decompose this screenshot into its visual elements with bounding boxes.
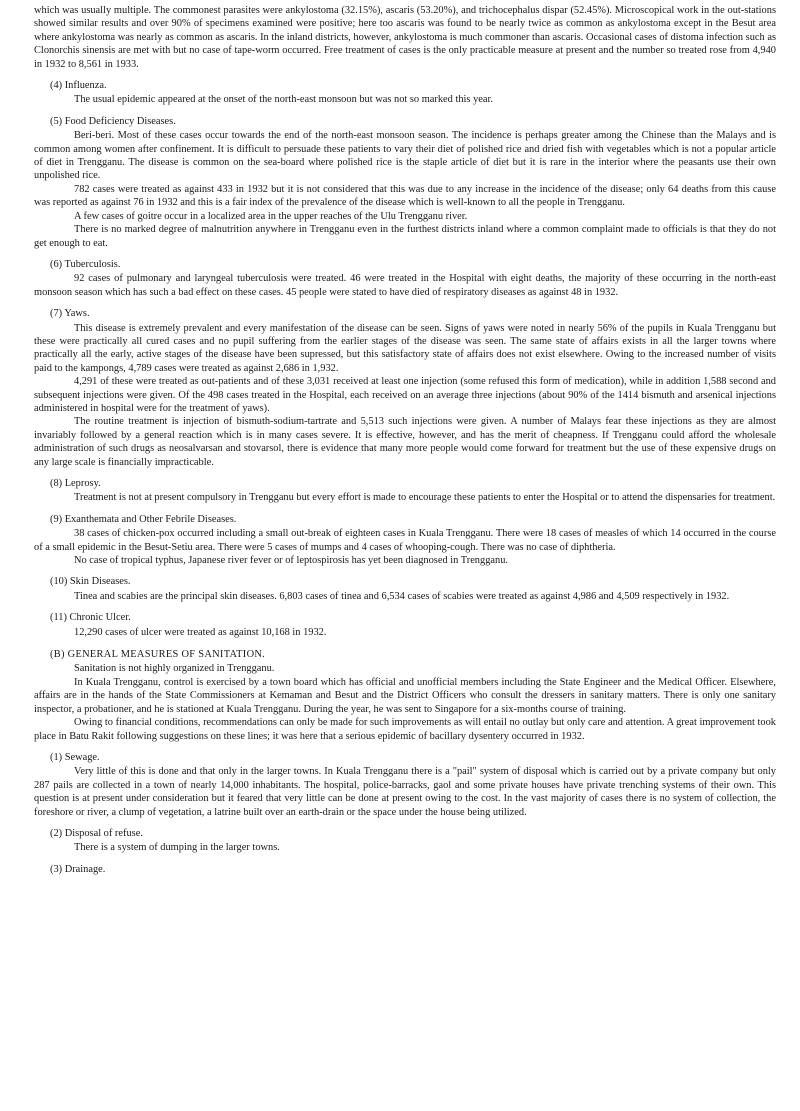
paragraph: This disease is extremely prevalent and every manifestation of the disease can be seen. Signs of yaws were noted in nearly 56% of the pupils in Kuala Trengganu but these were practically all cured cases and no pupil suffering from the earlier stages of the disease was seen. The same state of affairs exists in all the larger towns where practically all the early, active stages of the disease have been supressed, but this satisfactory state of affairs does not exist elsewhere. Owing to the increased number of visits paid to the kampongs, 4,789 cases were treated as against 2,686 in 1,932. [34, 322, 776, 374]
paragraph: Tinea and scabies are the principal skin diseases. 6,803 cases of tinea and 6,534 cases of scabies were treated as against 4,986 and 4,509 respectively in 1932. [74, 590, 730, 602]
paragraph: 38 cases of chicken-pox occurred including a small out-break of eighteen cases in Kuala Trengganu. There were 18 cases of measles of which 14 occurred in the course of a small epidemic in the Besut-Setiu area. There were 5 cases of mumps and 4 cases of whooping-cough. There was no case of diphtheria. [34, 528, 776, 553]
paragraph: There is no marked degree of malnutrition anywhere in Trengganu even in the furthest districts inland where a common complaint made to officials is that they do not get enough to eat. [34, 224, 776, 249]
paragraph: 12,290 cases of ulcer were treated as against 10,168 in 1932. [74, 626, 327, 638]
paragraph: 782 cases were treated as against 433 in 1932 but it is not considered that this was due to any increase in the incidence of the disease; only 64 deaths from this cause was reported as against 76 in 1932 and this is a fair index of the prevalence of the disease which is well-known to all the people in Trengganu. [34, 183, 776, 209]
section-heading-chronic-ulcer: (11) Chronic Ulcer. [50, 612, 131, 624]
section-heading-leprosy: (8) Leprosy. [50, 478, 101, 489]
paragraph: Owing to financial conditions, recommendations can only be made for such improvements as will entail no outlay but only care and attention. A great improvement took place in Batu Rakit following suggestions on these lines; it was here that a serious epidemic of bacillary dysentery occurred in 1932. [34, 717, 776, 742]
section-heading-food-deficiency: (5) Food Deficiency Diseases. [50, 115, 176, 127]
paragraph: 92 cases of pulmonary and laryngeal tuberculosis were treated. 46 were treated in the Hospital with eight deaths, the majority of these occurring in the north-east monsoon season which has such a bad effect on these cases. 45 people were stated to have died of respiratory diseases as against 48 in 1932. [34, 273, 776, 298]
section-heading-skin-diseases: (10) Skin Diseases. [50, 576, 131, 588]
section-heading-drainage: (3) Drainage. [50, 863, 106, 875]
paragraph: The routine treatment is injection of bismuth-sodium-tartrate and 5,513 such injections were given. A number of Malays fear these injections as they are almost invariably followed by a general reaction which is in many cases severe. It is effective, however, and has the merit of cheapness. If Trengganu could afford the wholesale administration of such drugs as neosalvarsan and stovarsol, there is evidence that many more people would come forward for treatment but the use of these expensive drugs on any large scale is financially impracticable. [34, 416, 776, 468]
paragraph: Beri-beri. Most of these cases occur towards the end of the north-east monsoon season. The incidence is perhaps greater among the Chinese than the Malays and is common among women after confinement. It is difficult to persuade these patients to vary their diet of polished rice and dried fish with vegetables which is not a popular article of diet in Trengganu. The disease is common on the sea-board where polished rice is the staple article of diet but it is rare in the interior where the peasants use their own unpolished rice. [34, 130, 776, 182]
paragraph: No case of tropical typhus, Japanese river fever or of leptospirosis has yet been diagnosed in Trengganu. [74, 555, 508, 567]
section-heading-exanthemata: (9) Exanthemata and Other Febrile Diseases. [50, 513, 237, 525]
section-heading-sewage: (1) Sewage. [50, 751, 100, 763]
section-heading-yaws: (7) Yaws. [50, 308, 90, 320]
section-heading-refuse: (2) Disposal of refuse. [50, 827, 143, 839]
section-heading-tuberculosis: (6) Tuberculosis. [50, 258, 121, 270]
paragraph: Sanitation is not highly organized in Trengganu. [74, 663, 275, 675]
paragraph: Very little of this is done and that only in the larger towns. In Kuala Trengganu there is a "pail" system of disposal which is carried out by a private company but only 287 pails are collected in a town of nearly 14,000 inhabitants. The hospital, police-barracks, gaol and some private houses have private trenching systems of their own. This question is at present under consideration but it feared that very little can be done at present owing to the cost. In the vast majority of cases there is no system of collection, the foreshore or river, a clump of vegetation, a latrine built over an earth-drain or the space under the house being utilized. [34, 766, 776, 818]
section-heading-influenza: (4) Influenza. [50, 80, 107, 92]
section-heading-sanitation: (B) GENERAL MEASURES OF SANITATION. [50, 649, 266, 661]
paragraph: There is a system of dumping in the larger towns. [74, 842, 280, 854]
paragraph: 4,291 of these were treated as out-patients and of these 3,031 received at least one injection (some refused this form of medication), while in addition 1,588 second and subsequent injections were given. Of the 498 cases treated in the Hospital, each received on an average three injections (about 90% of the 1414 bismuth and arsenical injections administered in hospital were for the treatment of yaws). [34, 376, 776, 414]
paragraph: The usual epidemic appeared at the onset of the north-east monsoon but was not so marked this year. [74, 94, 493, 106]
paragraph: A few cases of goitre occur in a localized area in the upper reaches of the Ulu Trengganu river. [74, 210, 468, 222]
intro-paragraph: which was usually multiple. The commonest parasites were ankylostoma (32.15%), ascaris (53.20%), and trichocephalus dispar (52.45%). Microscopical work in the out-stations showed similar results and over 90% of specimens examined were positive; here too ascaris was found to be nearly twice as common as ankylostoma except in the Besut area where ankylostoma was nearly as common as ascaris. In the inland districts, however, ankylostoma is much commoner than ascaris. Occasional cases of distoma infection such as Clonorchis sinensis are met with but no case of tape-worm occurred. Free treatment of cases is the only practicable measure at present and the number so treated rose from 4,940 in 1932 to 8,561 in 1933. [34, 5, 776, 70]
paragraph: Treatment is not at present compulsory in Trengganu but every effort is made to encourage these patients to enter the Hospital or to attend the dispensaries for treatment. [74, 492, 776, 504]
paragraph: In Kuala Trengganu, control is exercised by a town board which has official and unofficial members including the State Engineer and the Medical Officer. Elsewhere, affairs are in the hands of the State Commissioners at Kemaman and Besut and the District Officers who consult the dressers in sanitary matters. There is only one sanitary inspector, a probationer, and he is stationed at Kuala Trengganu. During the year, he was sent to Singapore for a six-months course of training. [34, 676, 776, 715]
